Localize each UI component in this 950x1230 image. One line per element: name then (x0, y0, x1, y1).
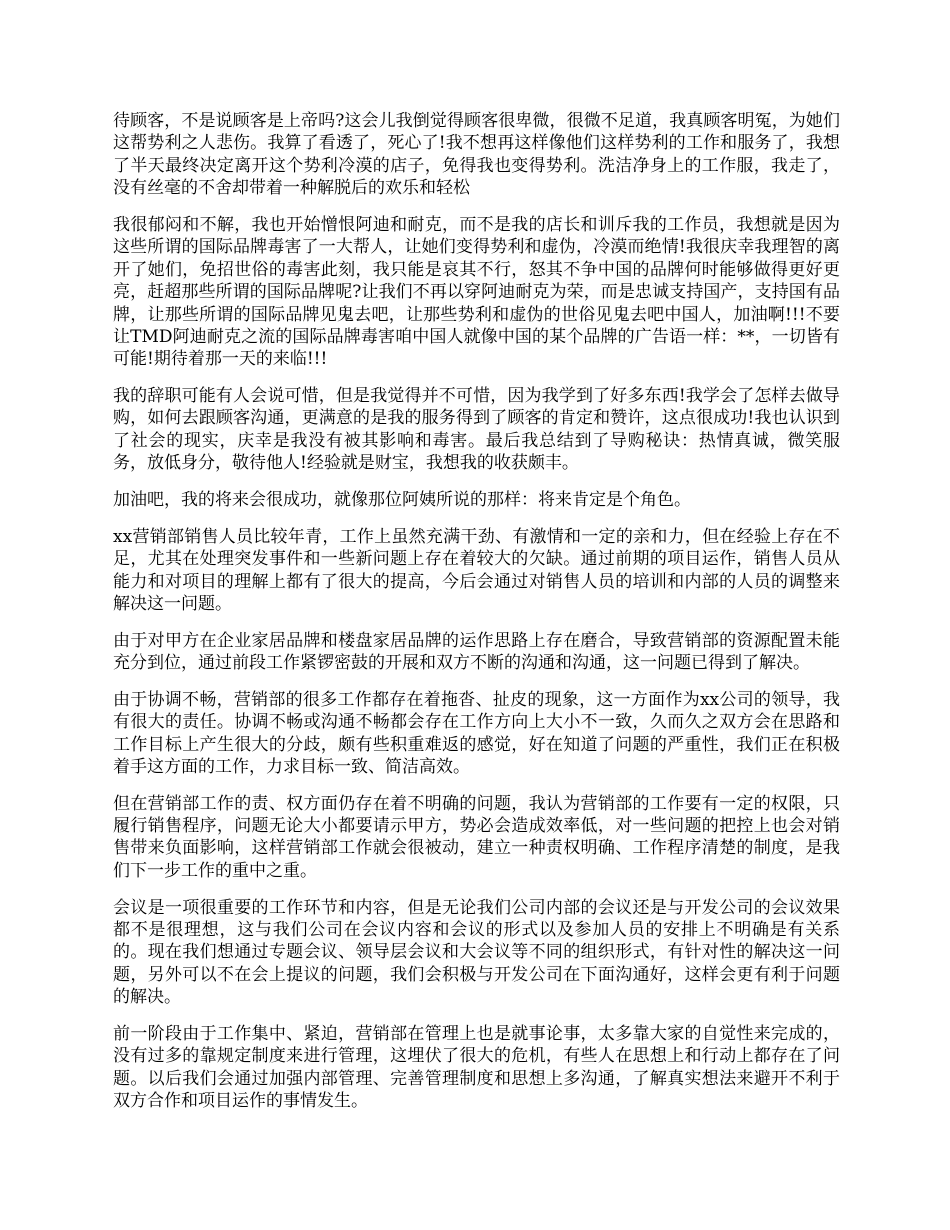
paragraph: 前一阶段由于工作集中、紧迫，营销部在管理上也是就事论事，太多靠大家的自觉性来完成的，没有过多的靠规定制度来进行管理，这埋伏了很大的危机，有些人在思想上和行动上都存在了问题。以后我们会通过加强内部管理、完善管理制度和思想上多沟通，了解真实想法来避开不利于双方合作和项目运作的事情发生。 (113, 1023, 840, 1112)
paragraph: 我的辞职可能有人会说可惜，但是我觉得并不可惜，因为我学到了好多东西!我学会了怎样去做导购，如何去跟顾客沟通，更满意的是我的服务得到了顾客的肯定和赞许，这点很成功!我也认识到了社会的现实，庆幸是我没有被其影响和毒害。最后我总结到了导购秘诀：热情真诚，微笑服务，放低身分，敬待他人!经验就是财宝，我想我的收获颇丰。 (113, 386, 840, 474)
paragraph: 我很郁闷和不解，我也开始憎恨阿迪和耐克，而不是我的店长和训斥我的工作员，我想就是因为这些所谓的国际品牌毒害了一大帮人，让她们变得势利和虚伪，冷漠而绝情!我很庆幸我理智的离开了她们，免招世俗的毒害此刻，我只能是哀其不行，怒其不争中国的品牌何时能够做得更好更亮，赶超那些所谓的国际品牌呢?让我们不再以穿阿迪耐克为荣，而是忠诚支持国产，支持国有品牌，让那些所谓的国际品牌见鬼去吧，让那些势利和虚伪的世俗见鬼去吧中国人，加油啊!!!不要让TMD阿迪耐克之流的国际品牌毒害咱中国人就像中国的某个品牌的广告语一样：**，一切皆有可能!期待着那一天的来临!!! (113, 214, 840, 370)
paragraph: 由于协调不畅，营销部的很多工作都存在着拖沓、扯皮的现象，这一方面作为xx公司的领导，我有很大的责任。协调不畅或沟通不畅都会存在工作方向上大小不一致，久而久之双方会在思路和工作目标上产生很大的分歧，颇有些积重难返的感觉，好在知道了问题的严重性，我们正在积极着手这方面的工作，力求目标一致、简洁高效。 (113, 689, 840, 777)
paragraph: 会议是一项很重要的工作环节和内容，但是无论我们公司内部的会议还是与开发公司的会议效果都不是很理想，这与我们公司在会议内容和会议的形式以及参加人员的安排上不明确是有关系的。现在我们想通过专题会议、领导层会议和大会议等不同的组织形式，有针对性的解决这一问题，另外可以不在会上提议的问题，我们会积极与开发公司在下面沟通好，这样会更有利于问题的解决。 (113, 897, 840, 1008)
paragraph: 但在营销部工作的责、权方面仍存在着不明确的问题，我认为营销部的工作要有一定的权限，只履行销售程序，问题无论大小都要请示甲方，势必会造成效率低，对一些问题的把控上也会对销售带来负面影响，这样营销部工作就会很被动，建立一种责权明确、工作程序清楚的制度，是我们下一步工作的重中之重。 (113, 793, 840, 881)
paragraph: 加油吧，我的将来会很成功，就像那位阿姨所说的那样：将来肯定是个角色。 (113, 489, 691, 510)
paragraph: 待顾客，不是说顾客是上帝吗?这会儿我倒觉得顾客很卑微，很微不足道，我真顾客明冤，为她们这帮势利之人悲伤。我算了看透了，死心了!我不想再这样像他们这样势利的工作和服务了，我想了半天最终决定离开这个势利冷漠的店子，免得我也变得势利。洗洁净身上的工作服，我走了，没有丝毫的不舍却带着一种解脱后的欢乐和轻松 (113, 111, 840, 199)
paragraph: 由于对甲方在企业家居品牌和楼盘家居品牌的运作思路上存在磨合，导致营销部的资源配置未能充分到位，通过前段工作紧锣密鼓的开展和双方不断的沟通和沟通，这一问题已得到了解决。 (113, 630, 840, 674)
document-body (113, 110, 840, 1127)
paragraph: xx营销部销售人员比较年青，工作上虽然充满干劲、有激情和一定的亲和力，但在经验上存在不足，尤其在处理突发事件和一些新问题上存在着较大的欠缺。通过前期的项目运作，销售人员从能力和对项目的理解上都有了很大的提高，今后会通过对销售人员的培训和内部的人员的调整来解决这一问题。 (113, 526, 840, 614)
